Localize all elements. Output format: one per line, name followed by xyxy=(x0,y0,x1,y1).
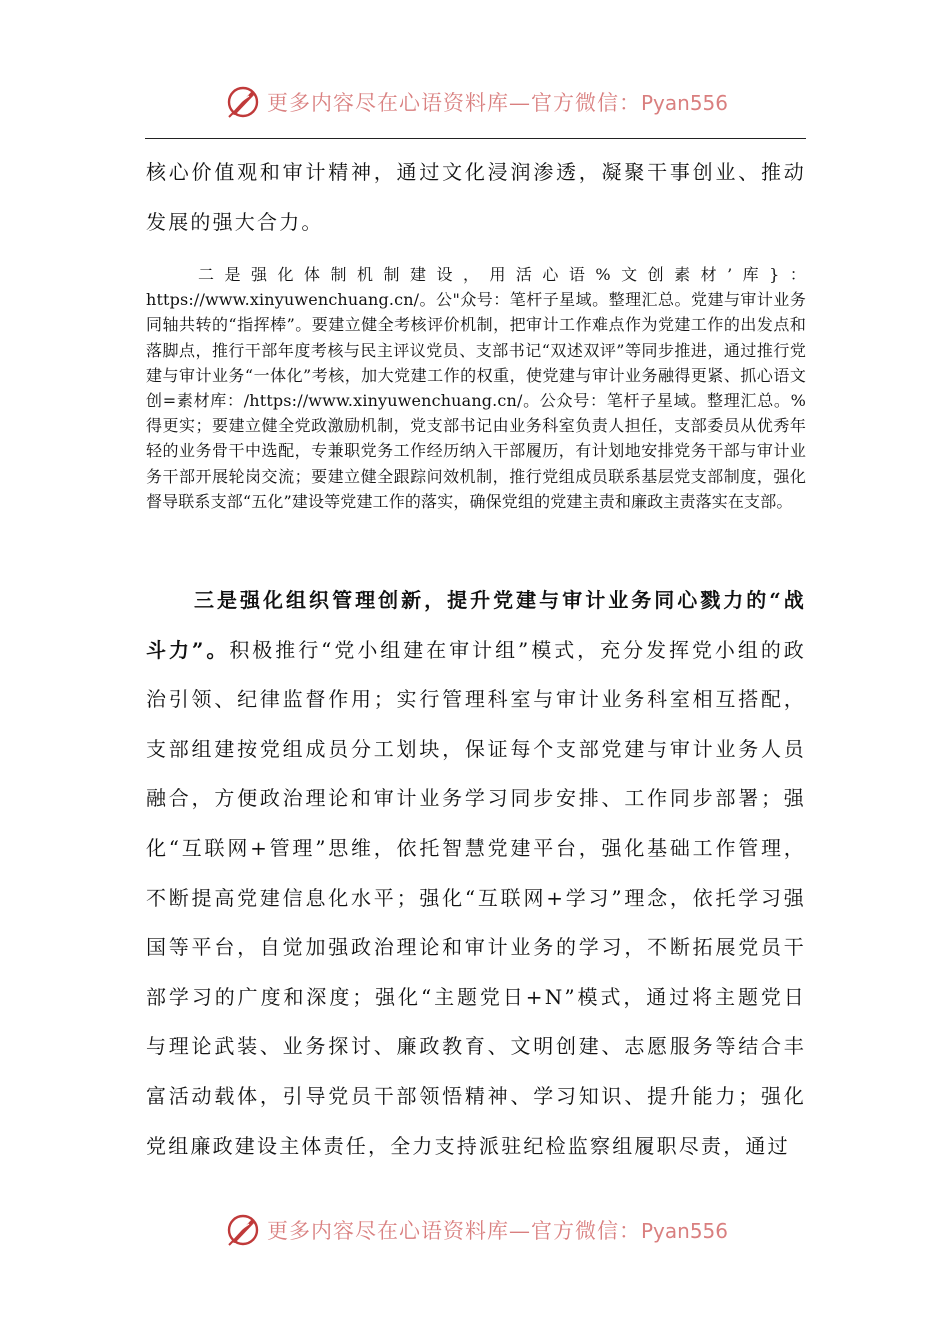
paragraph-3-lead: 三是强化组织管理创新，提升党建与审计业务同心戮力的“战斗力”。 xyxy=(146,588,806,662)
footer-wechat-id: Pyan556 xyxy=(641,1219,729,1243)
paragraph-3-body: 积极推行“党小组建在审计组”模式，充分发挥党小组的政治引领、纪律监督作用；实行管理科室与审计业务科室相互搭配，支部组建按党组成员分工划块，保证每个支部党建与审计业务人员融合，方便政治理论和审计业务学习同步安排、工作同步部署；强化“互联网+管理”思维，依托智慧党建平台，强化基础工作管理，不断提高党建信息化水平；强化“互联网+学习”理念，依托学习强国等平台，自觉加强政治理论和审计业务的学习，不断拓展党员干部学习的广度和深度；强化“主题党日+N”模式，通过将主题党日与理论武装、业务探讨、廉政教育、文明创建、志愿服务等结合丰富活动载体，引导党员干部领悟精神、学习知识、提升能力；强化党组廉政建设主体责任，全力支持派驻纪检监察组履职尽责，通过 xyxy=(146,637,806,1158)
header-wechat-id: Pyan556 xyxy=(641,91,729,115)
paragraph-2: 二是强化体制机制建设，用活心语%文创素材’库}：https://www.xinyuwenchuang.cn/。公"众号：笔杆子星域。整理汇总。党建与审计业务同轴共转的“指挥棒”。要建立健全考核评价机制，把审计工作难点作为党建工作的出发点和落脚点，推行干部年度考核与民主评议党员、支部书记“双述双评”等同步推进，通过推行党建与审计业务“一体化”考核，加大党建工作的权重，使党建与审计业务融得更紧、抓心语文创=素材库：/https://www.xinyuwenchuang.cn/。公众号：笔杆子星域。整理汇总。%得更实；要建立健全党政激励机制，党支部书记由业务科室负责人担任，支部委员从优秀年轻的业务骨干中选配，专兼职党务工作经历纳入干部履历，有计划地安排党务干部与审计业务干部开展轮岗交流；要建立健全跟踪问效机制，推行党组成员联系基层党支部制度，强化督导联系支部“五化”建设等党建工作的落实，确保党组的党建主责和廉政主责落实在支部。 xyxy=(146,265,806,511)
paragraph-1: 核心价值观和审计精神，通过文化浸润渗透，凝聚干事创业、推动发展的强大合力。 xyxy=(146,160,806,234)
header-banner-text: 更多内容尽在心语资料库—官方微信：Pyan556 xyxy=(267,91,729,115)
header-banner xyxy=(225,80,729,124)
header-divider xyxy=(145,138,806,139)
footer-banner xyxy=(225,1208,729,1252)
footer-banner-text: 更多内容尽在心语资料库—官方微信：Pyan556 xyxy=(267,1219,729,1243)
paragraph-3 xyxy=(146,576,806,1171)
quill-logo-icon xyxy=(225,84,261,120)
quill-logo-icon xyxy=(225,1212,261,1248)
